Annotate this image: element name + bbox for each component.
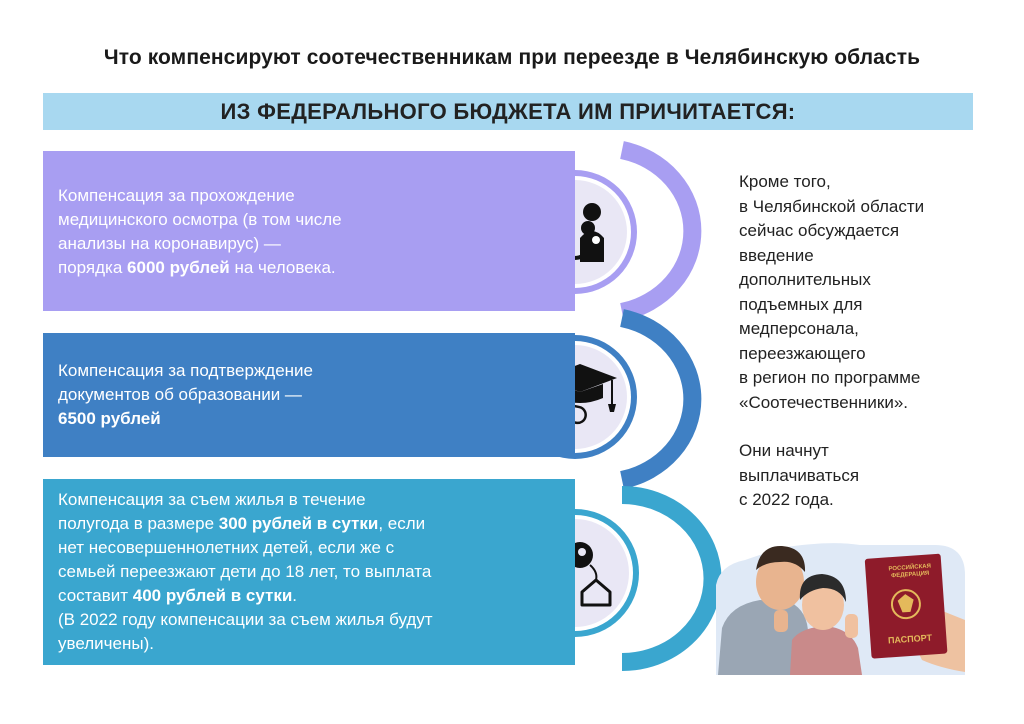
panel3-amount-300: 300 рублей в сутки [218, 514, 379, 533]
panel3-line2 [58, 512, 575, 536]
panel1-line1: Компенсация за прохождение [58, 186, 295, 205]
compensation-education-panel [43, 333, 575, 457]
panel1-line4-text: порядка [58, 258, 128, 277]
panel3-line1: Компенсация за съем жилья в течение [58, 490, 366, 509]
side-note-paragraph2 [739, 439, 989, 513]
panel3-amount-400: 400 рублей в сутки [132, 586, 293, 605]
side-line: Они начнут [739, 441, 829, 460]
side-line: Кроме того, [739, 172, 831, 191]
side-line: «Соотечественники». [739, 392, 909, 412]
panel3-line5-text: составит [58, 586, 133, 605]
side-note [739, 170, 989, 513]
passport-label: ПАСПОРТ [887, 632, 933, 646]
panel3-line4: семьей переезжают дети до 18 лет, то выплата [58, 562, 432, 581]
side-line: введение [739, 245, 814, 265]
panel3-line5-tail: . [292, 586, 298, 605]
side-line: переезжающего [739, 343, 866, 363]
side-line: выплачиваться [739, 465, 860, 485]
panel3-line3: нет несовершеннолетних детей, если же с [58, 538, 395, 557]
page-title: Что компенсируют соотечественникам при переезде в Челябинскую область [103, 46, 921, 69]
panel1-amount: 6000 рублей [127, 258, 230, 277]
panel3-line6: (В 2022 году компенсации за съем жилья будут [58, 610, 433, 629]
side-line: дополнительных [739, 270, 871, 289]
panel3-line7: увеличены). [58, 634, 154, 653]
side-line: подъемных для [739, 294, 863, 314]
panel2-line2: документов об образовании — [58, 385, 302, 404]
panel3-line2-tail: , если [378, 514, 426, 533]
side-line: в регион по программе [739, 368, 921, 387]
banner-text: ИЗ ФЕДЕРАЛЬНОГО БЮДЖЕТА ИМ ПРИЧИТАЕТСЯ: [220, 98, 796, 124]
side-line: медперсонала, [739, 319, 859, 338]
panel3-line2-text: полугода в размере [58, 514, 219, 533]
compensation-medical-panel [43, 151, 575, 311]
panel1-line3: анализы на коронавирус) — [58, 234, 281, 253]
side-note-paragraph1 [739, 170, 989, 415]
side-line: сейчас обсуждается [739, 221, 900, 240]
passport-country-line2: ФЕДЕРАЦИЯ [890, 570, 930, 580]
compensation-housing-panel [43, 479, 575, 665]
passport-country-line1: РОССИЙСКАЯ [888, 563, 932, 573]
panel1-line4-tail: на человека. [229, 258, 336, 277]
panel2-line1: Компенсация за подтверждение [58, 361, 314, 380]
panel3-line5 [58, 584, 575, 608]
panel1-line4 [58, 256, 575, 280]
side-line: с 2022 года. [739, 490, 834, 509]
panel1-line2: медицинского осмотра (в том числе [58, 210, 342, 229]
panel2-amount [58, 407, 575, 431]
panel2-amount-text: 6500 рублей [58, 409, 161, 428]
side-line: в Челябинской области [739, 196, 925, 216]
